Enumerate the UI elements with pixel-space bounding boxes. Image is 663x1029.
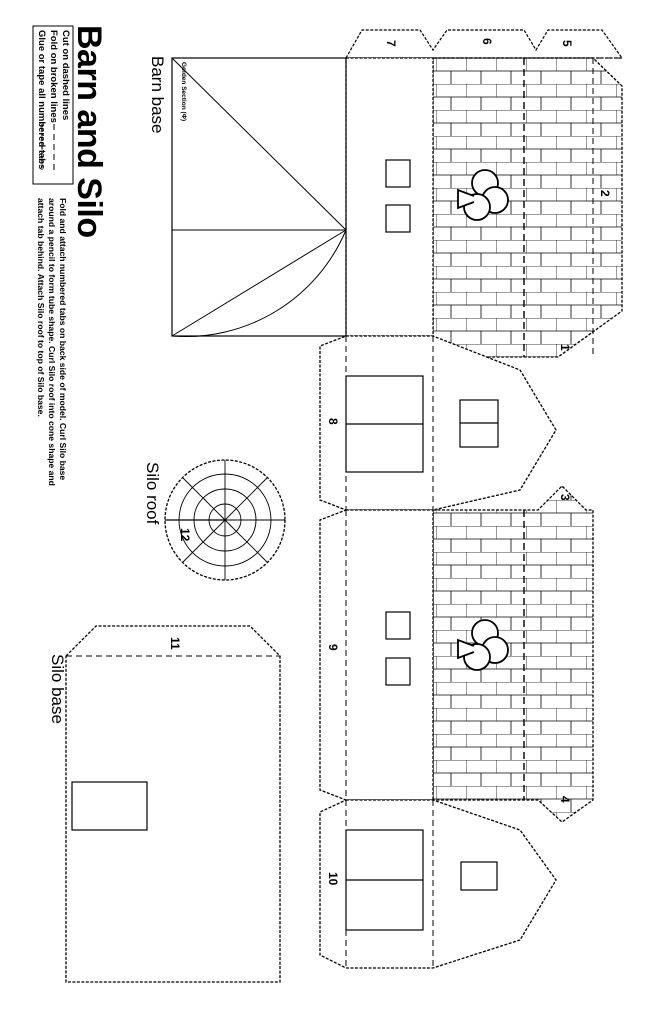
page-title: Barn and Silo xyxy=(70,25,108,238)
tab-8: 8 xyxy=(326,418,340,425)
tab-10: 10 xyxy=(326,872,340,886)
barn-base-label: Barn base xyxy=(148,56,167,134)
instructions-line-3: attach tab behind. Attach Silo roof to top of Silo base. xyxy=(36,198,46,417)
golden-section-label: Golden Section (Φ) xyxy=(180,62,187,122)
instructions-line-2: around a pencil to form tube shape. Curl Silo roof into cone shape and xyxy=(47,198,57,486)
tab-2: 2 xyxy=(598,190,612,197)
tab-12: 12 xyxy=(178,528,192,542)
tab-6: 6 xyxy=(480,38,494,45)
tab-11: 11 xyxy=(168,637,182,650)
side-wall-9 xyxy=(320,510,433,800)
tab-5: 5 xyxy=(560,40,574,47)
legend-cut: Cut on dashed lines xyxy=(60,30,71,121)
silo-base-piece xyxy=(66,626,280,982)
silo-roof-piece xyxy=(165,460,285,580)
gable-wall-8 xyxy=(320,336,556,510)
golden-section-diagram xyxy=(172,58,346,337)
instructions-line-1: Fold and attach numbered tabs on back side of model. Curl Silo base xyxy=(58,198,68,481)
legend-glue: Glue or tape all numbered tabs xyxy=(36,30,47,170)
tab-4: 4 xyxy=(558,796,572,803)
silo-roof-label: Silo roof xyxy=(143,462,162,525)
roof-panel-b xyxy=(433,486,593,822)
tab-1: 1 xyxy=(558,344,572,351)
gable-wall-10 xyxy=(320,800,556,968)
tab-3: 3 xyxy=(558,494,572,501)
legend-fold: Fold on broken lines xyxy=(48,30,59,123)
silo-base-label: Silo base xyxy=(48,654,67,724)
tab-9: 9 xyxy=(326,644,340,651)
tab-7: 7 xyxy=(384,40,398,47)
